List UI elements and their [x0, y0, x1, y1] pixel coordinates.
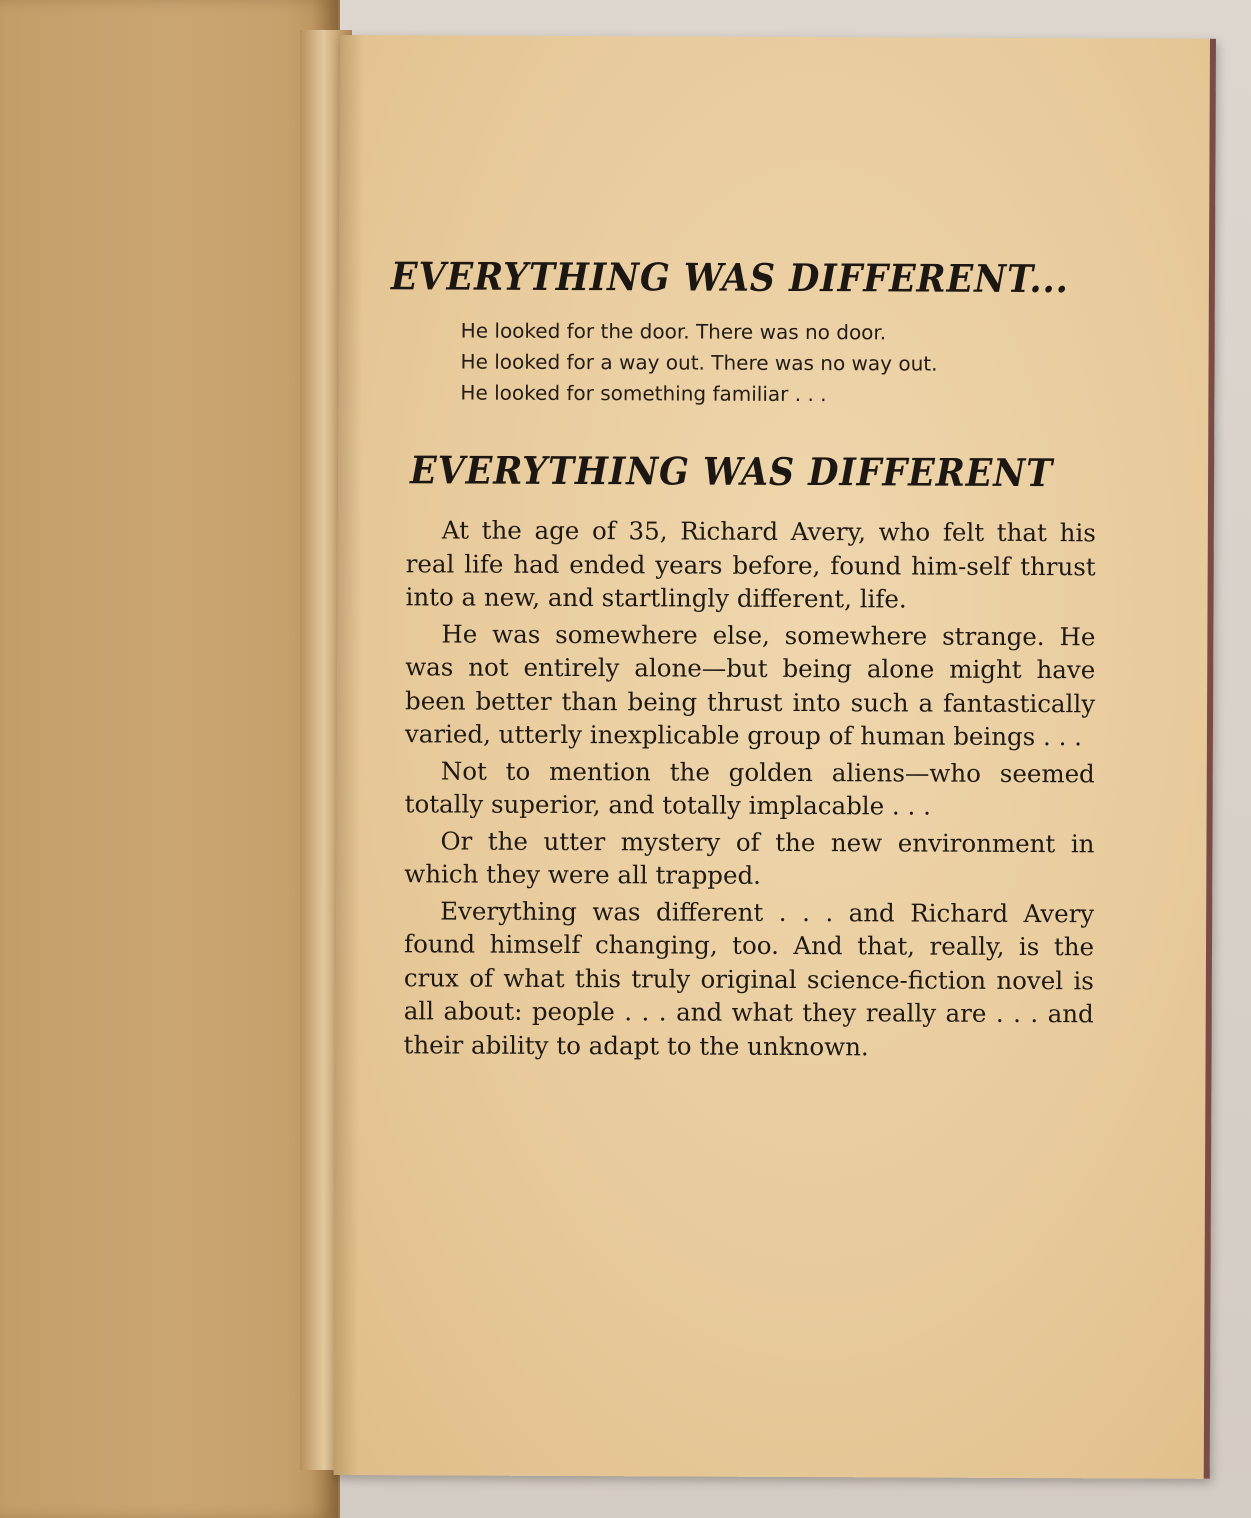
heading-second: EVERYTHING WAS DIFFERENT [410, 447, 1054, 496]
teaser-block [460, 316, 937, 411]
blurb-paragraph: Or the utter mystery of the new environment in which they were all trapped. [404, 825, 1095, 890]
blurb-paragraph: At the age of 35, Richard Avery, who felt that his real life had ended years before, found him-self thrust into a new, and startlingly different, life. [405, 515, 1096, 614]
teaser-line: He looked for a way out. There was no way out. [460, 349, 938, 376]
teaser-line: He looked for something familiar . . . [460, 380, 827, 407]
blurb-paragraph: Not to mention the golden aliens—who seemed totally superior, and totally implacable . . . [404, 755, 1095, 821]
blurb-paragraph: He was somewhere else, somewhere strange. He was not entirely alone—but being alone might have been better than being thrust into such a fantastically varied, utterly inexplicable group of human beings . . . [404, 618, 1096, 752]
printed-page [334, 35, 1216, 1479]
blurb-paragraph: Everything was different . . . and Richard Avery found himself changing, too. And that, really, is the crux of what this truly original science-fiction novel is all about: people . . . and what they really are . . . and their ability to adapt to the unknown. [403, 895, 1095, 1061]
teaser-line: He looked for the door. There was no door. [460, 318, 887, 345]
left-blank-page [0, 0, 340, 1518]
blurb-body [404, 513, 1096, 1067]
heading-top: EVERYTHING WAS DIFFERENT... [390, 253, 1069, 302]
